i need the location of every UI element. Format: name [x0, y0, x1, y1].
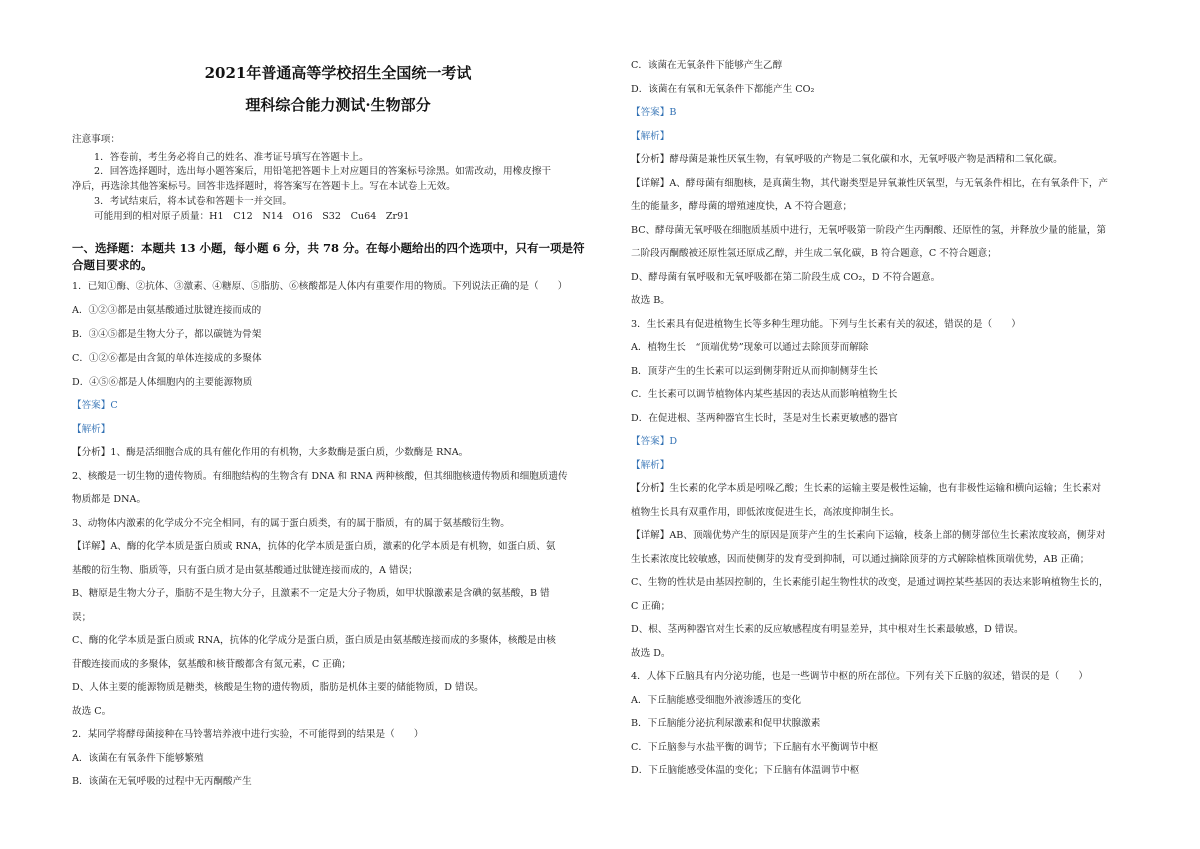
analysis-line: D、根、茎两种器官对生长素的反应敏感程度有明显差异，其中根对生长素最敏感，D 错误。 — [631, 624, 1024, 635]
analysis-line: 生的能量多，酵母菌的增殖速度快，A 不符合题意； — [631, 201, 853, 212]
note-line: 净后，再选涂其他答案标号。回答非选择题时，将答案写在答题卡上。写在本试卷上无效。 — [72, 181, 456, 192]
note-line: 3．考试结束后，将本试卷和答题卡一并交回。 — [94, 196, 292, 207]
analysis-line: 植物生长具有双重作用，即低浓度促进生长，高浓度抑制生长。 — [631, 507, 900, 518]
answer-label: 【答案】B — [631, 107, 677, 118]
section-heading-cont: 合题目要求的。 — [72, 258, 153, 272]
section-heading: 一、选择题：本题共 13 小题，每小题 6 分，共 78 分。在每小题给出的四个选项中，只有一项是符 — [72, 241, 585, 255]
option-line: A．植物生长 “顶端优势”现象可以通过去除顶芽而解除 — [631, 342, 869, 353]
analysis-line: C、生物的性状是由基因控制的，生长素能引起生物性状的改变，是通过调控某些基因的表达来影响植物生长的， — [631, 577, 1109, 588]
analysis-label: 【解析】 — [631, 460, 670, 471]
analysis-line: 苷酸连接而成的多聚体，氨基酸和核苷酸都含有氮元素，C 正确； — [72, 659, 352, 670]
answer-label: 【答案】C — [72, 400, 118, 411]
option-line: B．下丘脑能分泌抗利尿激素和促甲状腺激素 — [631, 718, 821, 729]
option-line: D．④⑤⑥都是人体细胞内的主要能源物质 — [72, 377, 253, 388]
analysis-line: 【详解】A、酶的化学本质是蛋白质或 RNA，抗体的化学本质是蛋白质，激素的化学本质是有机物，如蛋白质、氨 — [72, 541, 556, 552]
analysis-line: D、人体主要的能源物质是糖类，核酸是生物的遗传物质，脂肪是机体主要的储能物质，D 错误。 — [72, 682, 484, 693]
option-line: B．顶芽产生的生长素可以运到侧芽附近从而抑制侧芽生长 — [631, 366, 878, 377]
option-line: D．下丘脑能感受体温的变化；下丘脑有体温调节中枢 — [631, 765, 860, 776]
analysis-line: 二阶段丙酮酸被还原性氢还原成乙醇，并生成二氧化碳，B 符合题意，C 不符合题意； — [631, 248, 997, 259]
analysis-line: 生长素浓度比较敏感，因而使侧芽的发育受到抑制，可以通过摘除顶芽的方式解除植株顶端优势，AB 正确； — [631, 554, 1090, 565]
exam-subtitle: 理科综合能力测试·生物部分 — [245, 96, 431, 114]
option-line: A．①②③都是由氨基酸通过肽键连接而成的 — [72, 305, 262, 316]
analysis-line: BC、酵母菌无氧呼吸在细胞质基质中进行，无氧呼吸第一阶段产生丙酮酸、还原性的氢，并释放少量的能量，第 — [631, 225, 1107, 236]
option-line: B．该菌在无氧呼吸的过程中无丙酮酸产生 — [72, 776, 252, 787]
option-line: D．该菌在有氧和无氧条件下都能产生 CO₂ — [631, 84, 815, 95]
question-stem: 2．某同学将酵母菌接种在马铃薯培养液中进行实验，不可能得到的结果是（ ） — [72, 729, 424, 740]
question-stem: 1．已知①酶、②抗体、③激素、④糖原、⑤脂肪、⑥核酸都是人体内有重要作用的物质。下列说法正确的是（ ） — [72, 281, 568, 292]
answer-label: 【答案】D — [631, 436, 678, 447]
analysis-line: 2、核酸是一切生物的遗传物质。有细胞结构的生物含有 DNA 和 RNA 两种核酸，但其细胞核遗传物质和细胞质遗传 — [72, 471, 568, 482]
note-line: 1．答卷前，考生务必将自己的姓名、准考证号填写在答题卡上。 — [94, 152, 369, 163]
analysis-line: 【分析】1、酶是活细胞合成的具有催化作用的有机物，大多数酶是蛋白质，少数酶是 RNA。 — [72, 447, 469, 458]
analysis-line: 基酸的衍生物、脂质等，只有蛋白质才是由氨基酸通过肽键连接而成的，A 错误； — [72, 565, 418, 576]
analysis-line: 误； — [72, 612, 92, 623]
question-stem: 3．生长素具有促进植物生长等多种生理功能。下列与生长素有关的叙述，错误的是（ ） — [631, 319, 1021, 330]
analysis-line: 【详解】A、酵母菌有细胞核，是真菌生物，其代谢类型是异氧兼性厌氧型，与无氧条件相比，在有氧条件下，产 — [631, 178, 1109, 189]
analysis-line: 物质都是 DNA。 — [72, 494, 147, 505]
option-line: C．该菌在无氧条件下能够产生乙醇 — [631, 60, 783, 71]
analysis-label: 【解析】 — [631, 131, 670, 142]
analysis-line: D、酵母菌有氧呼吸和无氧呼吸都在第二阶段生成 CO₂，D 不符合题意。 — [631, 272, 941, 283]
analysis-line: 3、动物体内激素的化学成分不完全相同，有的属于蛋白质类，有的属于脂质，有的属于氨基酸衍生物。 — [72, 518, 510, 529]
option-line: C．生长素可以调节植物体内某些基因的表达从而影响植物生长 — [631, 389, 898, 400]
option-line: D．在促进根、茎两种器官生长时，茎是对生长素更敏感的器官 — [631, 413, 898, 424]
note-line: 可能用到的相对原子质量：H1 C12 N14 O16 S32 Cu64 Zr91 — [94, 211, 410, 222]
analysis-line: B、糖原是生物大分子，脂肪不是生物大分子，且激素不一定是大分子物质，如甲状腺激素是含碘的氨基酸，B 错 — [72, 588, 550, 599]
analysis-label: 【解析】 — [72, 424, 111, 435]
option-line: C．下丘脑参与水盐平衡的调节；下丘脑有水平衡调节中枢 — [631, 742, 879, 753]
conclusion-line: 故选 D。 — [631, 648, 671, 659]
notes-heading: 注意事项： — [72, 134, 120, 145]
option-line: A．下丘脑能感受细胞外液渗透压的变化 — [631, 695, 802, 706]
option-line: B．③④⑤都是生物大分子，都以碳链为骨架 — [72, 329, 262, 340]
exam-title: 2021年普通高等学校招生全国统一考试 — [204, 64, 472, 82]
question-stem: 4．人体下丘脑具有内分泌功能，也是一些调节中枢的所在部位。下列有关下丘脑的叙述，错误的是（ ） — [631, 671, 1089, 682]
analysis-line: 【分析】酵母菌是兼性厌氧生物，有氧呼吸的产物是二氧化碳和水，无氧呼吸产物是酒精和二氧化碳。 — [631, 154, 1063, 165]
option-line: C．①②⑥都是由含氮的单体连接成的多聚体 — [72, 353, 262, 364]
option-line: A．该菌在有氧条件下能够繁殖 — [72, 753, 204, 764]
conclusion-line: 故选 B。 — [631, 295, 670, 306]
analysis-line: 【分析】生长素的化学本质是吲哚乙酸；生长素的运输主要是极性运输，也有非极性运输和横向运输；生长素对 — [631, 483, 1102, 494]
note-line: 2．回答选择题时，选出每小题答案后，用铅笔把答题卡上对应题目的答案标号涂黑。如需改动，用橡皮擦干 — [94, 166, 552, 177]
analysis-line: C、酶的化学本质是蛋白质或 RNA，抗体的化学成分是蛋白质，蛋白质是由氨基酸连接而成的多聚体，核酸是由核 — [72, 635, 556, 646]
analysis-line: C 正确； — [631, 601, 671, 612]
conclusion-line: 故选 C。 — [72, 706, 112, 717]
analysis-line: 【详解】AB、顶端优势产生的原因是顶芽产生的生长素向下运输，枝条上部的侧芽部位生长素浓度较高，侧芽对 — [631, 530, 1106, 541]
